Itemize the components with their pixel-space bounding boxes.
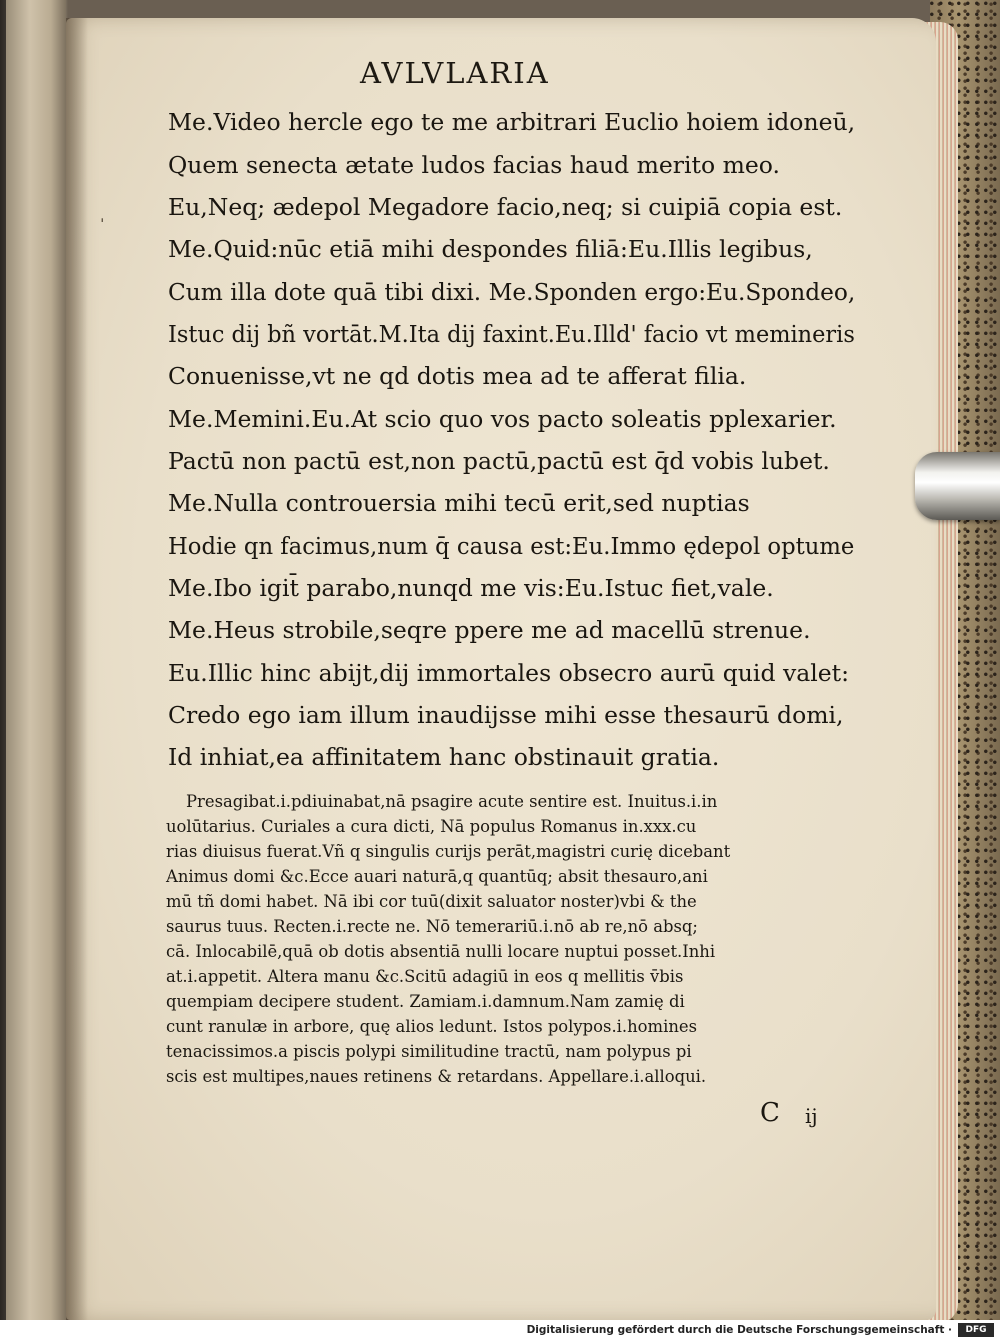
verse-line: Me.Ibo igit̄ parabo,nunqd me vis:Eu.Istuc fiet,vale. <box>168 574 774 602</box>
verse-line: Istuc dij bñ vortāt.M.Ita dij faxint.Eu.Illd' facio vt memineris <box>168 320 855 348</box>
previous-page-edge <box>6 0 66 1320</box>
verse-line: Credo ego iam illum inaudijsse mihi esse thesaurū domi, <box>168 701 844 729</box>
commentary-line: mū tñ domi habet. Nā ibi cor tuū(dixit saluator noster)vbi & the <box>166 892 697 911</box>
verse-line: Me.Video hercle ego te me arbitrari Euclio hoiem idoneū, <box>168 108 856 136</box>
page-gutter-shadow <box>66 18 88 1320</box>
verse-line: Eu,Neq; ædepol Megadore facio,neq; si cuipiā copia est. <box>168 193 843 221</box>
commentary-line: rias diuisus fuerat.Vñ q singulis curijs perāt,magistri curię dicebant <box>166 842 731 861</box>
commentary-line: at.i.appetit. Altera manu &c.Scitū adagiū in eos q mellitis v̄bis <box>166 967 684 986</box>
verse-line: Eu.Illic hinc abijt,dij immortales obsecro aurū quid valet: <box>168 659 850 687</box>
commentary-line: uolūtarius. Curiales a cura dicti, Nā populus Romanus in.xxx.cu <box>166 817 697 836</box>
signature-number: ij <box>805 1104 818 1128</box>
verse-line: Conuenisse,vt ne qd dotis mea ad te afferat filia. <box>168 362 747 390</box>
commentary-line: cā. Inlocabilē,quā ob dotis absentiā nulli locare nuptui posset.Inhi <box>166 942 716 961</box>
footer-bar <box>0 1320 1000 1341</box>
verse-line: Me.Memini.Eu.At scio quo vos pacto soleatis pplexarier. <box>168 405 837 433</box>
verse-line: Quem senecta ætate ludos facias haud merito meo. <box>168 151 781 179</box>
margin-mark: ˌ <box>100 205 105 224</box>
commentary-line: Presagibat.i.pdiuinabat,nā psagire acute sentire est. Inuitus.i.in <box>186 792 718 811</box>
verse-line: Me.Nulla controuersia mihi tecū erit,sed nuptias <box>168 489 750 517</box>
verse-line: Me.Quid:nūc etiā mihi despondes filiā:Eu.Illis legibus, <box>168 235 813 263</box>
verse-line: Hodie qn facimus,num q̄ causa est:Eu.Immo ędepol optume <box>168 532 855 560</box>
commentary-line: saurus tuus. Recten.i.recte ne. Nō temerariū.i.nō ab re,nō absq; <box>166 917 698 936</box>
commentary-line: Animus domi &c.Ecce auari naturā,q quantūq; absit thesauro,ani <box>166 867 708 886</box>
commentary-line: tenacissimos.a piscis polypi similitudine tractū, nam polypus pi <box>166 1042 692 1061</box>
signature-letter: C <box>760 1098 780 1128</box>
verse-line: Id inhiat,ea affinitatem hanc obstinauit gratia. <box>168 743 720 771</box>
page-title: AVLVLARIA <box>360 56 550 90</box>
funding-credit: Digitalisierung gefördert durch die Deutsche Forschungsgemeinschaft · <box>526 1324 952 1336</box>
dfg-logo: DFG <box>958 1323 994 1337</box>
verse-line: Me.Heus strobile,seqre ppere me ad macellū strenue. <box>168 616 811 644</box>
commentary-line: quempiam decipere student. Zamiam.i.damnum.Nam zamię di <box>166 992 685 1011</box>
book-clip <box>915 452 1000 520</box>
verse-line: Pactū non pactū est,non pactū,pactū est q̄d vobis lubet. <box>168 447 830 475</box>
commentary-line: cunt ranulæ in arbore, quę alios ledunt. Istos polypos.i.homines <box>166 1017 697 1036</box>
commentary-line: scis est multipes,naues retinens & retardans. Appellare.i.alloqui. <box>166 1067 707 1086</box>
verse-line: Cum illa dote quā tibi dixi. Me.Sponden ergo:Eu.Spondeo, <box>168 278 856 306</box>
